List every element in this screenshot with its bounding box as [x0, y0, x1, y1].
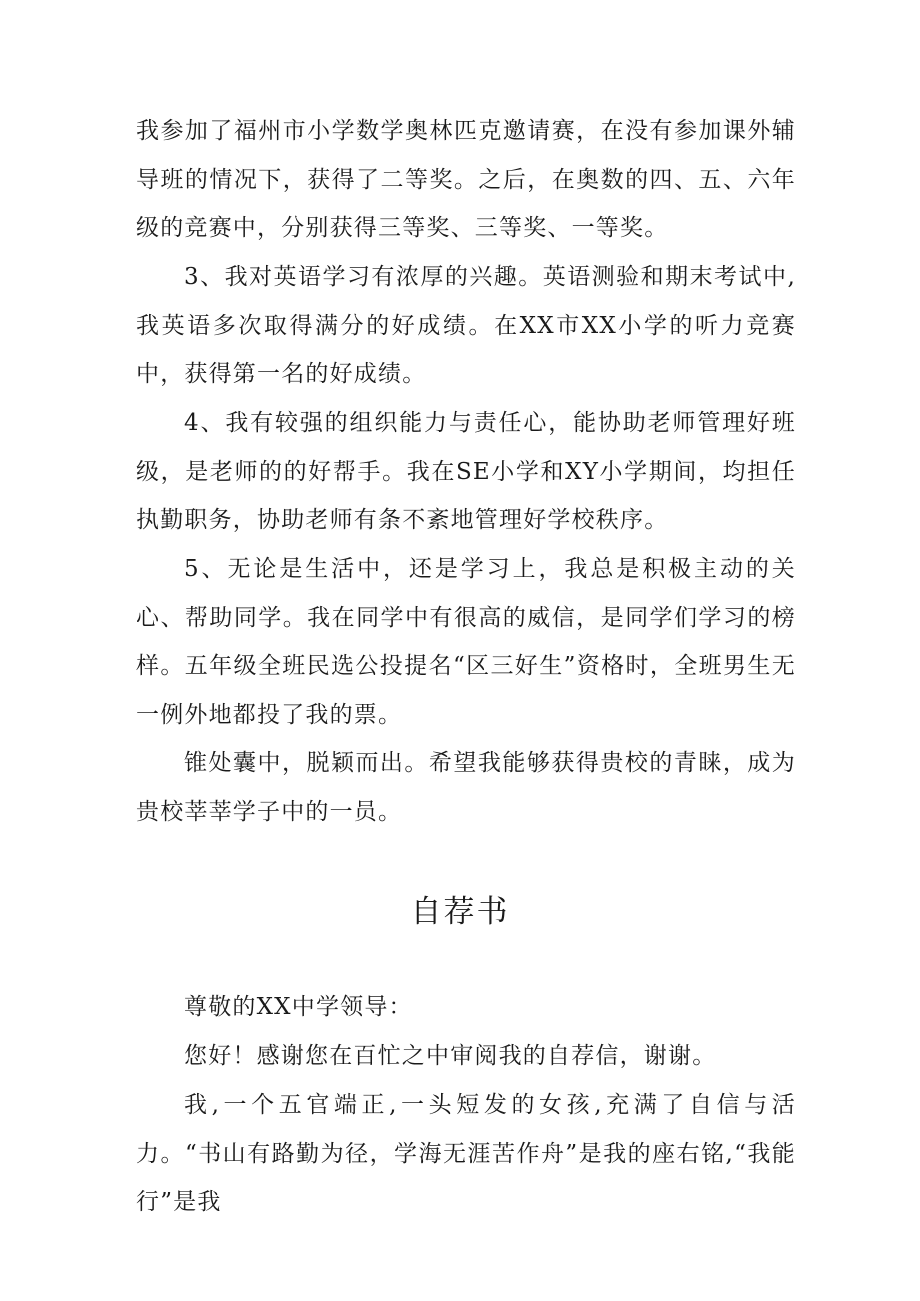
paragraph-helping-classmates: 5、无论是生活中，还是学习上，我总是积极主动的关心、帮助同学。我在同学中有很高的威信，是同学们学习的榜样。五年级全班民选公投提名“区三好生”资格时，全班男生无一例外地都投了我的票。 [136, 556, 796, 728]
paragraph-organization: 4、我有较强的组织能力与责任心，能协助老师管理好班级，是老师的的好帮手。我在SE小学和XY小学期间，均担任执勤职务，协助老师有条不紊地管理好学校秩序。 [136, 410, 796, 533]
paragraph-closing: 锥处囊中，脱颖而出。希望我能够获得贵校的青睐，成为贵校莘莘学子中的一员。 [136, 750, 796, 825]
salutation: 尊敬的XX中学领导： [184, 994, 413, 1020]
paragraph-english: 3、我对英语学习有浓厚的兴趣。英语测验和期末考试中,我英语多次取得满分的好成绩。在XX市XX小学的听力竞赛中，获得第一名的好成绩。 [136, 264, 796, 387]
document-title: 自荐书 [410, 894, 510, 930]
greeting-line: 您好！感谢您在百忙之中审阅我的自荐信，谢谢。 [184, 1043, 717, 1069]
paragraph-self-intro: 我,一个五官端正,一头短发的女孩,充满了自信与活力。“书山有路勤为径，学海无涯苦作舟”是我的座右铭,“我能行”是我 [136, 1092, 796, 1215]
paragraph-math-awards: 我参加了福州市小学数学奥林匹克邀请赛，在没有参加课外辅导班的情况下，获得了二等奖。之后，在奥数的四、五、六年级的竞赛中，分别获得三等奖、三等奖、一等奖。 [136, 118, 796, 241]
